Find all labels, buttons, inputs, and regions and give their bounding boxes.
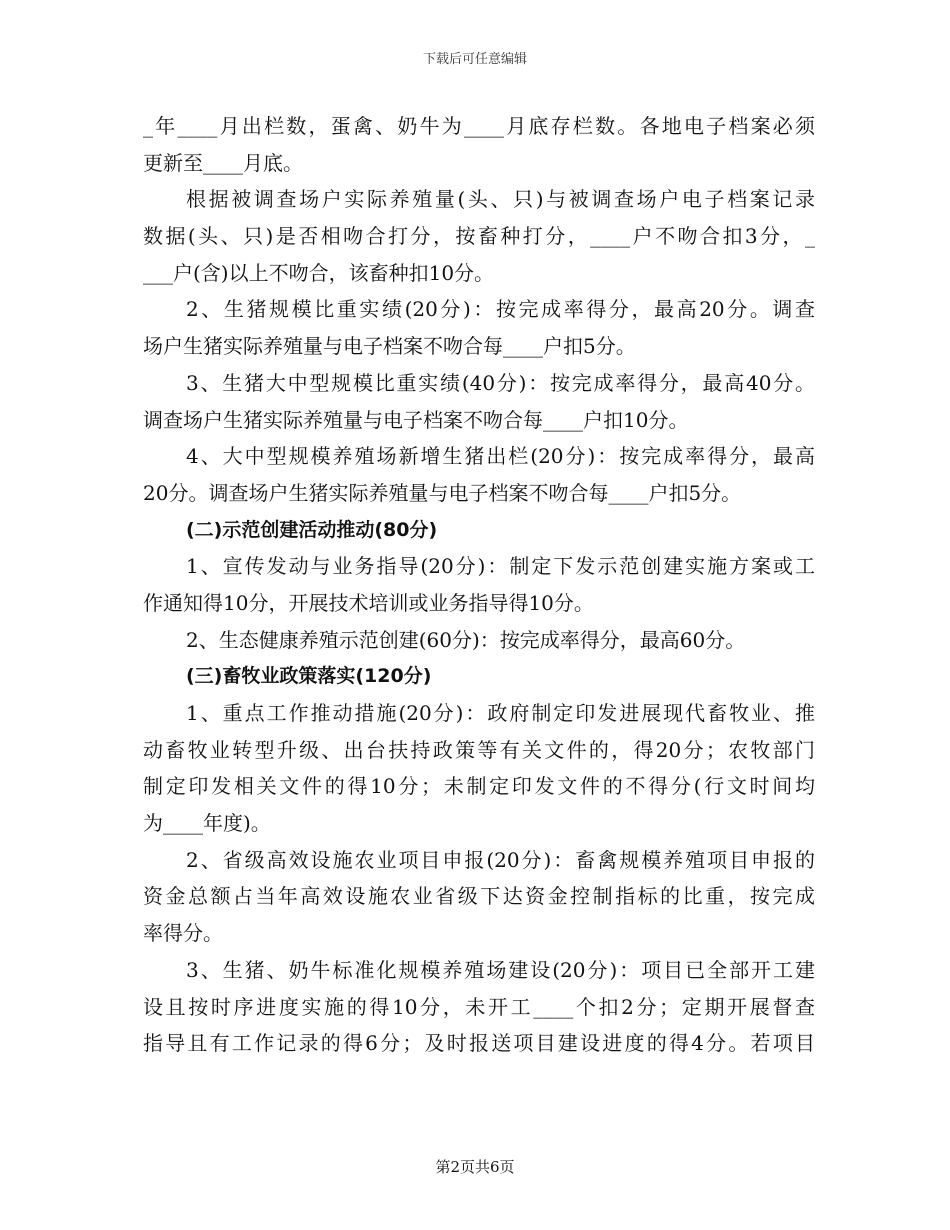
section-heading: (三)畜牧业政策落实(120分) — [186, 665, 432, 688]
body-line: 设且按时序进度实施的得10分，未开工____个扣2分；定期开展督查 — [143, 994, 815, 1019]
body-line: 1、宣传发动与业务指导(20分)：制定下发示范创建实施方案或工 — [186, 554, 815, 579]
page-header: 下载后可任意编辑 — [422, 52, 527, 67]
body-line: 2、生猪规模比重实绩(20分)：按完成率得分，最高20分。调查 — [186, 297, 815, 322]
body-line: 资金总额占当年高效设施农业省级下达资金控制指标的比重，按完成 — [143, 884, 815, 909]
body-line: 2、生态健康养殖示范创建(60分)：按完成率得分，最高60分。 — [186, 627, 746, 652]
page-number: 第2页共6页 — [435, 1158, 515, 1176]
body-line: 率得分。 — [143, 921, 223, 946]
body-line: ___户(含)以上不吻合，该畜种扣10分。 — [143, 260, 495, 285]
document-body — [143, 108, 815, 1062]
body-line: 更新至____月底。 — [143, 150, 303, 175]
body-line: 3、生猪大中型规模比重实绩(40分)：按完成率得分，最高40分。 — [186, 370, 815, 395]
body-line: 数据(头、只)是否相吻合打分，按畜种打分，____户不吻合扣3分，_ — [143, 224, 815, 249]
body-line: 根据被调查场户实际养殖量(头、只)与被调查场户电子档案记录 — [186, 187, 815, 212]
body-line: 3、生猪、奶牛标准化规模养殖场建设(20分)：项目已全部开工建 — [186, 957, 815, 982]
body-line: 1、重点工作推动措施(20分)：政府制定印发进展现代畜牧业、推 — [186, 701, 815, 725]
body-line: 20分。调查场户生猪实际养殖量与电子档案不吻合每____户扣5分。 — [143, 480, 742, 505]
body-line: 调查场户生猪实际养殖量与电子档案不吻合每____户扣10分。 — [143, 407, 689, 432]
body-line: 制定印发相关文件的得10分；未制定印发文件的不得分(行文时间均 — [143, 774, 815, 799]
body-line: 场户生猪实际养殖量与电子档案不吻合每____户扣5分。 — [143, 334, 636, 359]
body-line: 4、大中型规模养殖场新增生猪出栏(20分)：按完成率得分，最高 — [186, 444, 815, 469]
body-line: 作通知得10分，开展技术培训或业务指导得10分。 — [143, 590, 594, 615]
body-line: _年____月出栏数，蛋禽、奶牛为____月底存栏数。各地电子档案必须 — [143, 114, 815, 138]
section-heading: (二)示范创建活动推动(80分) — [186, 518, 438, 541]
body-line: 为____年度)。 — [143, 811, 271, 836]
body-line: 动畜牧业转型升级、出台扶持政策等有关文件的，得20分；农牧部门 — [143, 737, 815, 762]
body-line: 指导且有工作记录的得6分；及时报送项目建设进度的得4分。若项目 — [143, 1031, 815, 1056]
body-line: 2、省级高效设施农业项目申报(20分)：畜禽规模养殖项目申报的 — [186, 847, 815, 872]
